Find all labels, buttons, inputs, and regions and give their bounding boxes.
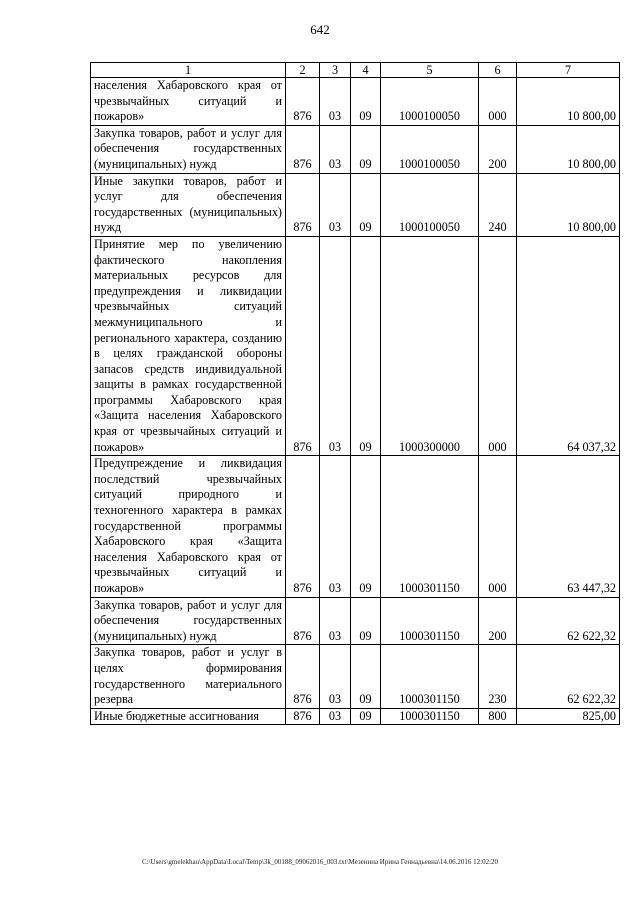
table-row: [91, 125, 620, 173]
row-target-code: 1000301150: [381, 645, 479, 708]
row-expense-type: 200: [479, 597, 517, 645]
header-col-1: 1: [91, 63, 286, 78]
row-description: Закупка товаров, работ и услуг для обеспечения государственных (муниципальных) нужд: [91, 597, 286, 645]
table-header-row: [91, 63, 620, 78]
row-section-code: 03: [320, 645, 351, 708]
row-description: Предупреждение и ликвидация последствий чрезвычайных ситуаций природного и техногенного характера в рамках государственной программы Хабаровского края «Защита населения Хабаровского края от чрезвычайных ситуаций и пожаров»: [91, 456, 286, 597]
row-subsection-code: 09: [351, 645, 381, 708]
row-target-code: 1000301150: [381, 456, 479, 597]
row-target-code: 1000100050: [381, 78, 479, 126]
row-description: Иные бюджетные ассигнования: [91, 708, 286, 725]
row-description: Закупка товаров, работ и услуг в целях формирования государственного материального резерва: [91, 645, 286, 708]
row-target-code: 1000301150: [381, 708, 479, 725]
page-number: 642: [310, 22, 330, 37]
row-expense-type: 000: [479, 78, 517, 126]
row-section-code: 03: [320, 125, 351, 173]
row-ministry-code: 876: [286, 236, 320, 455]
row-description: населения Хабаровского края от чрезвычайных ситуаций и пожаров»: [91, 78, 286, 126]
row-subsection-code: 09: [351, 78, 381, 126]
row-amount: 10 800,00: [517, 78, 620, 126]
row-section-code: 03: [320, 597, 351, 645]
row-expense-type: 240: [479, 173, 517, 236]
file-path-footer: C:\Users\gmelekhau\AppData\Local\Temp\3k_00188_09062016_003.txt\Мезенина Ирина Геннадьевна\14.06.2016 12:02:20: [141, 858, 499, 866]
row-target-code: 1000100050: [381, 125, 479, 173]
row-ministry-code: 876: [286, 125, 320, 173]
header-col-4: 4: [351, 63, 381, 78]
row-section-code: 03: [320, 708, 351, 725]
row-expense-type: 230: [479, 645, 517, 708]
header-col-6: 6: [479, 63, 517, 78]
row-amount: 62 622,32: [517, 597, 620, 645]
table-row: [91, 236, 620, 455]
row-amount: 825,00: [517, 708, 620, 725]
row-ministry-code: 876: [286, 78, 320, 126]
row-subsection-code: 09: [351, 456, 381, 597]
row-section-code: 03: [320, 78, 351, 126]
row-ministry-code: 876: [286, 456, 320, 597]
row-expense-type: 200: [479, 125, 517, 173]
table-row: [91, 456, 620, 597]
header-col-7: 7: [517, 63, 620, 78]
row-subsection-code: 09: [351, 597, 381, 645]
row-ministry-code: 876: [286, 645, 320, 708]
row-amount: 64 037,32: [517, 236, 620, 455]
row-amount: 10 800,00: [517, 173, 620, 236]
table-row: [91, 173, 620, 236]
row-amount: 63 447,32: [517, 456, 620, 597]
row-ministry-code: 876: [286, 173, 320, 236]
header-col-2: 2: [286, 63, 320, 78]
table-row: [91, 78, 620, 126]
row-subsection-code: 09: [351, 708, 381, 725]
row-amount: 10 800,00: [517, 125, 620, 173]
row-amount: 62 622,32: [517, 645, 620, 708]
row-target-code: 1000100050: [381, 173, 479, 236]
table-row: [91, 597, 620, 645]
row-subsection-code: 09: [351, 125, 381, 173]
row-ministry-code: 876: [286, 708, 320, 725]
row-subsection-code: 09: [351, 173, 381, 236]
row-description: Закупка товаров, работ и услуг для обеспечения государственных (муниципальных) нужд: [91, 125, 286, 173]
row-subsection-code: 09: [351, 236, 381, 455]
row-ministry-code: 876: [286, 597, 320, 645]
row-expense-type: 000: [479, 456, 517, 597]
row-section-code: 03: [320, 456, 351, 597]
row-expense-type: 000: [479, 236, 517, 455]
row-section-code: 03: [320, 236, 351, 455]
row-section-code: 03: [320, 173, 351, 236]
budget-table: [90, 62, 620, 725]
row-description: Принятие мер по увеличению фактического накопления материальных ресурсов для предупреждения и ликвидации чрезвычайных ситуаций межмуниципального и регионального характера, созданию в целях гражданской обороны запасов средств индивидуальной защиты в рамках государственной программы Хабаровского края «Защита населения Хабаровского края от чрезвычайных ситуаций и пожаров»: [91, 236, 286, 455]
header-col-3: 3: [320, 63, 351, 78]
header-col-5: 5: [381, 63, 479, 78]
row-description: Иные закупки товаров, работ и услуг для обеспечения государственных (муниципальных) нужд: [91, 173, 286, 236]
table-row: [91, 708, 620, 725]
row-expense-type: 800: [479, 708, 517, 725]
row-target-code: 1000300000: [381, 236, 479, 455]
table-row: [91, 645, 620, 708]
row-target-code: 1000301150: [381, 597, 479, 645]
